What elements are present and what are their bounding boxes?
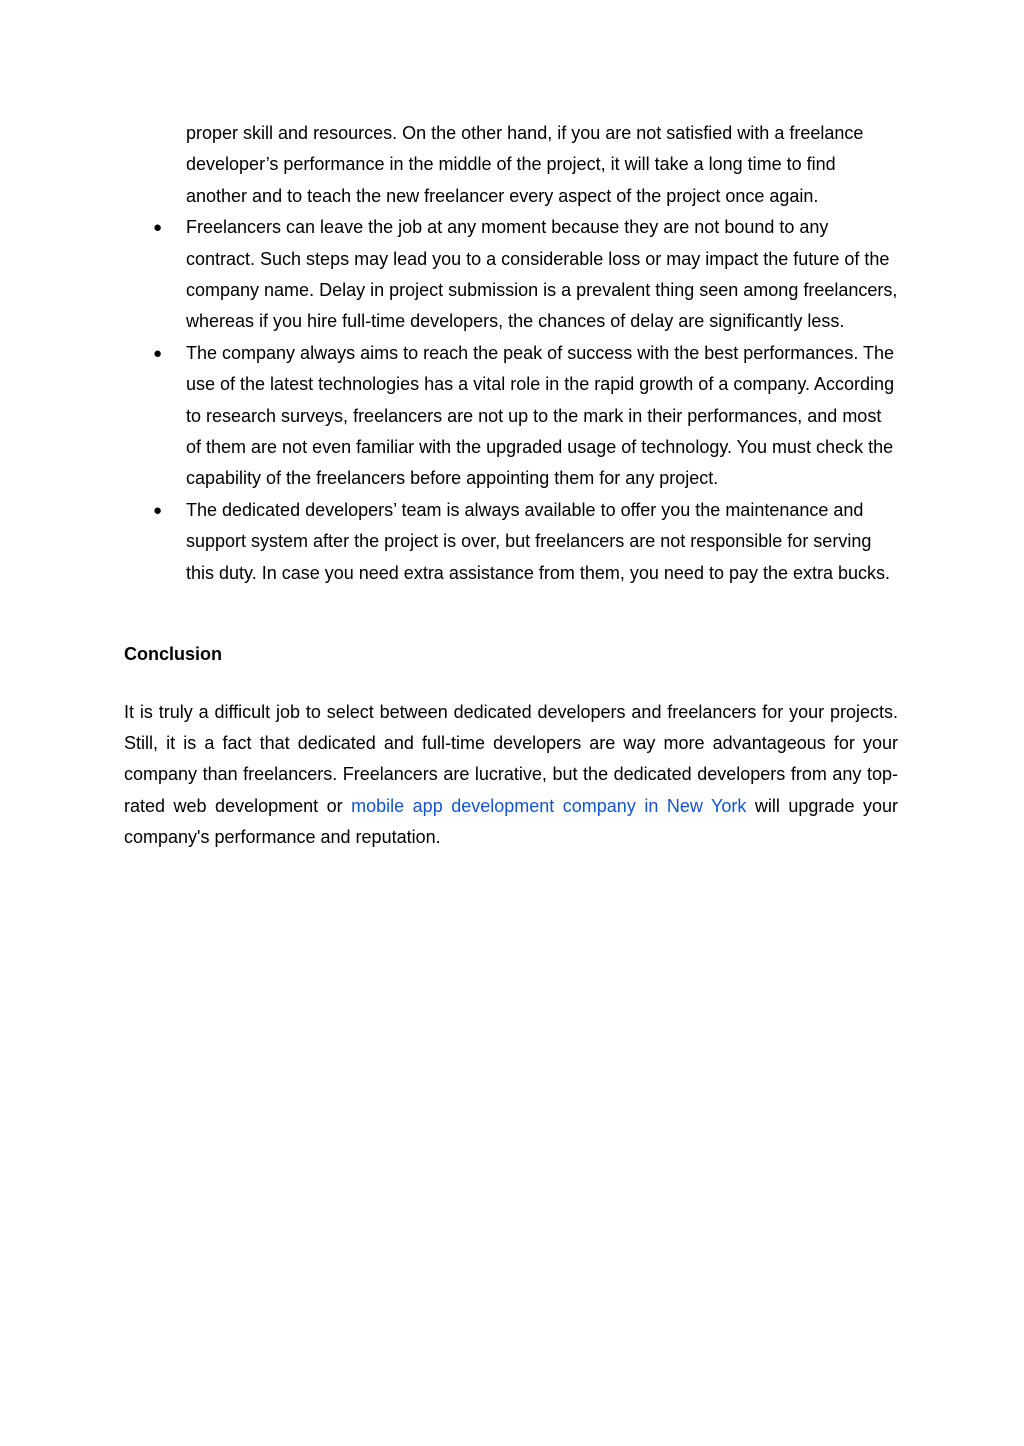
bullet-text: The dedicated developers’ team is always available to offer you the maintenance and support system after the project is over, but freelancers are not responsible for serving this duty. In case you need extra assistance from them, you need to pay the extra bucks. — [186, 499, 891, 583]
bullet-item — [124, 495, 898, 589]
conclusion-paragraph — [124, 697, 898, 854]
conclusion-text-end: will upgrade your company's performance and reputation. — [124, 795, 898, 848]
bullet-marker: ● — [153, 219, 163, 237]
bullet-item-continued — [124, 118, 898, 212]
bullet-list — [124, 118, 898, 589]
bullet-marker: ● — [153, 344, 163, 362]
conclusion-text-start: It is truly a difficult job to select between dedicated developers and freelancers for your projects. Still, it is a fact that dedicated and full-time developers are way more advantageous for your company than freelancers. Freelancers are lucrative, but the dedicated developers from any top-rated web development or — [124, 701, 898, 816]
document-page — [124, 118, 898, 872]
bullet-marker: ● — [153, 501, 163, 519]
company-link[interactable]: mobile app development company in New York — [351, 795, 747, 816]
bullet-text: The company always aims to reach the peak of success with the best performances. The use of the latest technologies has a vital role in the rapid growth of a company. According to research surveys, freelancers are not up to the mark in their performances, and most of them are not even familiar with the upgraded usage of technology. You must check the capability of the freelancers before appointing them for any project. — [186, 342, 895, 489]
bullet-item — [124, 338, 898, 495]
bullet-text: proper skill and resources. On the other hand, if you are not satisfied with a freelance developer’s performance in the middle of the project, it will take a long time to find another and to teach the new freelancer every aspect of the project once again. — [186, 123, 864, 206]
bullet-item — [124, 212, 898, 338]
bullet-text: Freelancers can leave the job at any moment because they are not bound to any contract. Such steps may lead you to a considerable loss or may impact the future of the company name. Delay in project submission is a prevalent thing seen among freelancers, whereas if you hire full-time developers, the chances of delay are significantly less. — [186, 217, 898, 332]
conclusion-heading: Conclusion — [124, 644, 222, 665]
